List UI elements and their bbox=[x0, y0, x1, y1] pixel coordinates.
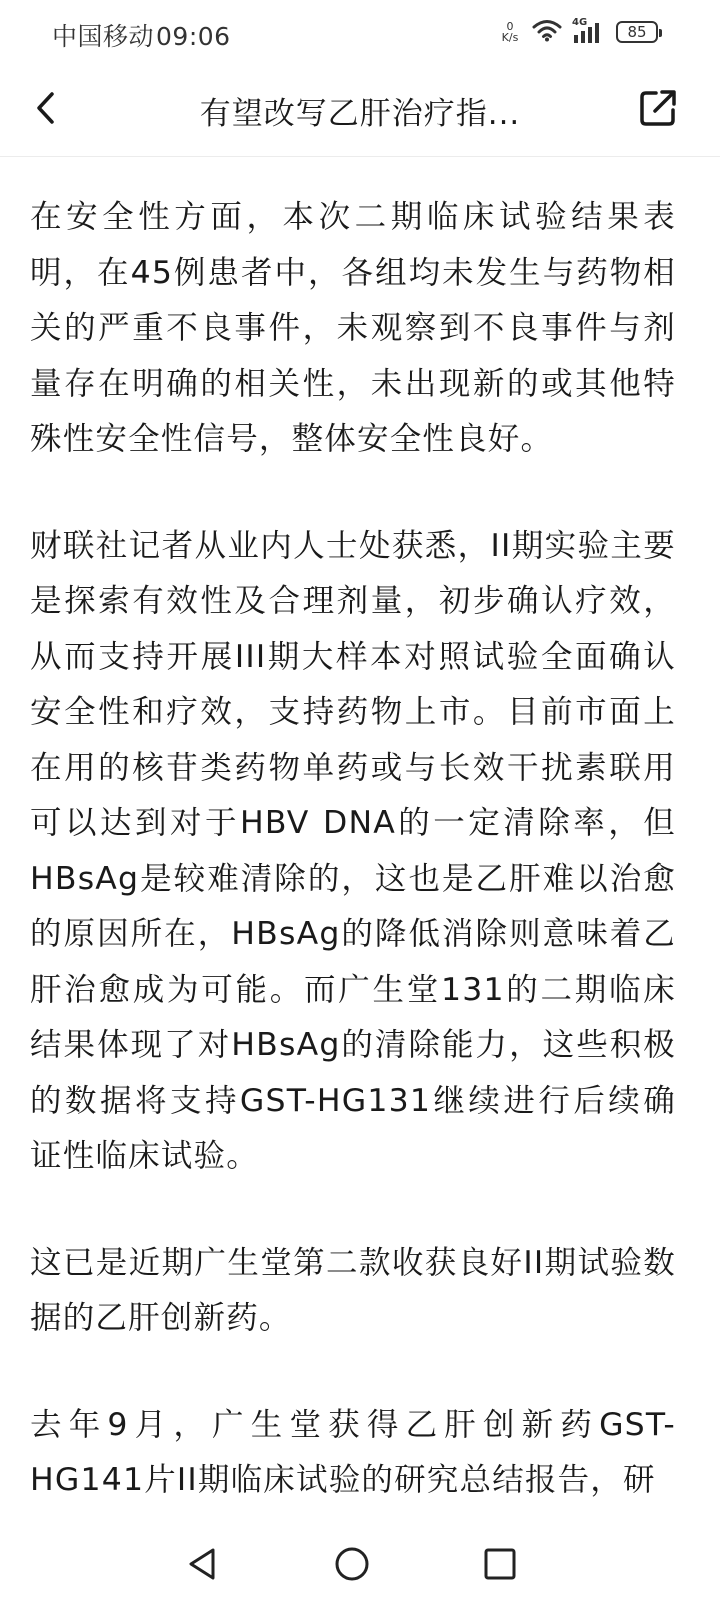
article-header bbox=[0, 66, 720, 157]
square-recent-icon bbox=[483, 1547, 517, 1585]
cellular-signal-icon bbox=[572, 19, 606, 45]
article-paragraph: 去年9月，广生堂获得乙肝创新药GST-HG141片II期临床试验的研究总结报告，研 bbox=[30, 1406, 676, 1498]
share-external-icon bbox=[638, 88, 678, 132]
system-nav-bar bbox=[0, 1528, 720, 1604]
share-button[interactable] bbox=[632, 84, 684, 136]
net-speed-value: 0 bbox=[506, 20, 514, 33]
circle-home-icon bbox=[333, 1545, 371, 1587]
article-paragraph: 这已是近期广生堂第二款收获良好II期试验数据的乙肝创新药。 bbox=[30, 1244, 676, 1336]
article-paragraph: 财联社记者从业内人士处获悉，II期实验主要是探索有效性及合理剂量，初步确认疗效，从而支持开展III期大样本对照试验全面确认安全性和疗效，支持药物上市。目前市面上在用的核苷类药物单药或与长效干扰素联用可以达到对于HBV DNA的一定清除率，但HBsAg是较难清除的，这也是乙肝难以治愈的原因所在，HBsAg的降低消除则意味着乙肝治愈成为可能。而广生堂131的二期临床结果体现了对HBsAg的清除能力，这些积极的数据将支持GST-HG131继续进行后续确证性临床试验。 bbox=[30, 527, 676, 1174]
back-button[interactable] bbox=[22, 86, 70, 134]
status-right bbox=[498, 18, 658, 46]
net-speed bbox=[498, 21, 522, 43]
article-paragraph: 在安全性方面，本次二期临床试验结果表明，在45例患者中，各组均未发生与药物相关的严重不良事件，未观察到不良事件与剂量存在明确的相关性，未出现新的或其他特殊性安全性信号，整体安全性良好。 bbox=[30, 199, 676, 457]
carrier-name: 中国移动 bbox=[52, 22, 155, 51]
page-title: 有望改写乙肝治疗指... bbox=[199, 96, 521, 132]
net-speed-unit: K/s bbox=[501, 31, 519, 44]
status-bar bbox=[0, 0, 720, 66]
chevron-left-icon bbox=[32, 90, 60, 130]
triangle-back-icon bbox=[185, 1546, 219, 1586]
clock: 09:06 bbox=[156, 22, 231, 51]
nav-recent-button[interactable] bbox=[472, 1538, 528, 1594]
status-left bbox=[52, 17, 231, 53]
network-type-label: 4G bbox=[572, 17, 588, 28]
nav-back-button[interactable] bbox=[174, 1538, 230, 1594]
wifi-icon bbox=[532, 18, 562, 46]
battery-level: 85 bbox=[627, 23, 647, 41]
article-body bbox=[30, 190, 676, 1560]
nav-home-button[interactable] bbox=[324, 1538, 380, 1594]
battery-icon bbox=[616, 21, 658, 43]
